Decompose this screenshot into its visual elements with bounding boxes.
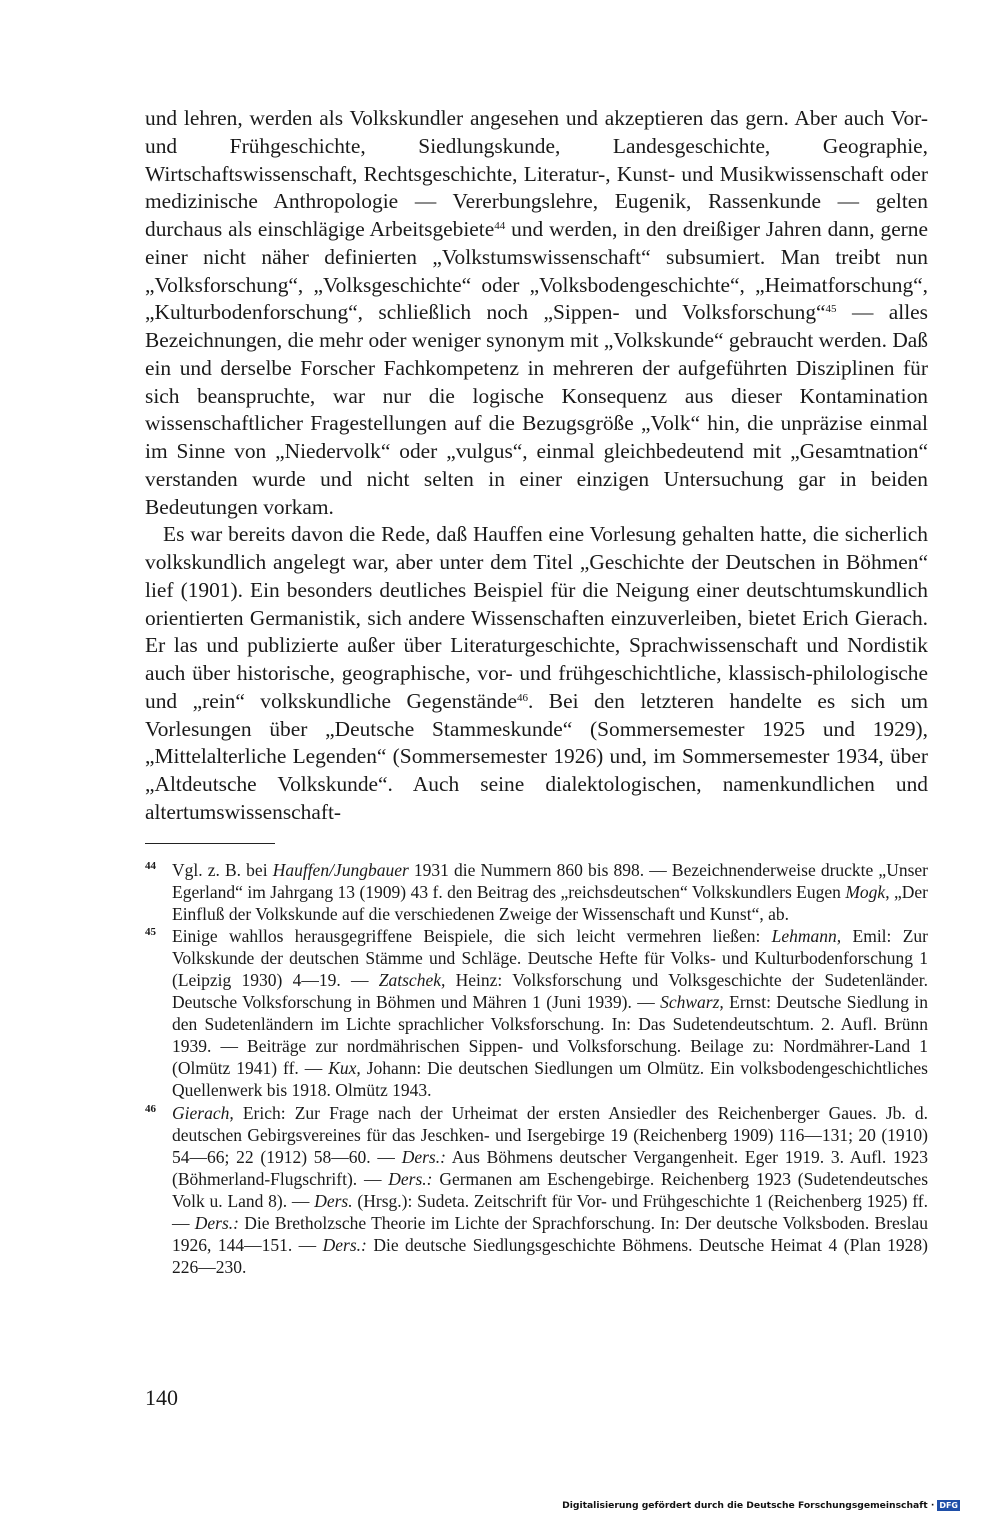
footnote-number: 44 bbox=[145, 860, 156, 872]
footnote-45 bbox=[145, 925, 928, 1101]
paragraph-2 bbox=[145, 521, 928, 826]
footnote-46 bbox=[145, 1102, 928, 1278]
footnote-italic-text: Lehmann, bbox=[771, 926, 842, 947]
footnote-ref-45[interactable]: 45 bbox=[825, 303, 837, 316]
footnote-italic-text: Ders.: bbox=[401, 1146, 446, 1167]
credit-text: Digitalisierung gefördert durch die Deutsche Forschungsgemeinschaft · bbox=[562, 1500, 935, 1511]
footnote-italic-text: Mogk bbox=[845, 882, 886, 903]
footnote-44 bbox=[145, 859, 928, 925]
dfg-logo: DFG bbox=[939, 1501, 958, 1510]
footnote-text: Einige wahllos herausgegriffene Beispiele, die sich leicht vermehren ließen: bbox=[172, 926, 772, 947]
paragraph-2-text-a: Es war bereits davon die Rede, daß Hauffen eine Vorlesung gehalten hatte, die sicherlich volkskundlich angelegt war, aber unter dem Titel „Geschichte der Deutschen in Böhmen“ lief (1901). Ein besonders deutliches Beispiel für die Neigung einer deutschtumskundlich orientierten Germanistik, sich andere Wissenschaften einzuverleiben, bietet Erich Gierach. Er las und publizierte außer über Literaturgeschichte, Sprachwissenschaft und Nordistik auch über historische, geographische, vor- und frühgeschichtliche, klassisch-philologische und „rein“ volkskundliche Gegenstände bbox=[145, 522, 928, 713]
footnote-text: Aus Böhmens deutscher Vergangenheit. Eger 1919. 3. Aufl. 1923 (Böhmerland-Flugschrift). — bbox=[172, 1146, 928, 1189]
footnote-italic-text: Zatschek, bbox=[378, 970, 446, 991]
paragraph-1-text-a: und lehren, werden als Volkskundler angesehen und akzeptieren das gern. Aber auch Vor- und Frühgeschichte, Siedlungskunde, Landesgeschichte, Geographie, Wirtschaftswissenschaft, Rechtsgeschichte, Literatur-, Kunst- und Musikwissenschaft oder medizinische Anthropologie — Vererbungslehre, Eugenik, Rassenkunde — gelten durchaus als einschlägige Arbeitsgebiete bbox=[145, 106, 928, 241]
footnote-italic-text: Schwarz, bbox=[660, 992, 724, 1013]
footnote-separator bbox=[145, 843, 275, 844]
footnote-italic-text: Gierach, bbox=[172, 1102, 234, 1123]
footnote-text: Ernst: Deutsche Siedlung in den Sudetenländern im Lichte sprachlicher Volksforschung. In: Das Sudetendeutschtum. 2. Aufl. Brünn 1939. — Beiträge zur nordmährischen Sippen- und Volksforschung. Beilage zu: Nordmährer-Land 1 (Olmütz 1941) ff. — bbox=[172, 992, 928, 1079]
footnote-number: 46 bbox=[145, 1102, 156, 1115]
page-number: 140 bbox=[145, 1385, 178, 1410]
footnote-italic-text: Kux, bbox=[328, 1058, 361, 1079]
paragraph-2-text-b: . Bei den letzteren handelte es sich um Vorlesungen über „Deutsche Stammeskunde“ (Sommersemester 1925 und 1929), „Mittelalterliche Legenden“ (Sommersemester 1926) und, im Sommersemester 1934, über „Altdeutsche Volkskunde“. Auch seine dialektologischen, namenkundlichen und altertumswissenschaft- bbox=[145, 688, 928, 824]
footnote-text: Erich: Zur Frage nach der Urheimat der ersten Ansiedler des Reichenberger Gaues. Jb. d. deutschen Gebirgsvereines für das Jeschken- und Isergebirge 19 (Reichenberg 1909) 116—131; 20 (1910) 54—66; 22 (1912) 58—60. — bbox=[172, 1102, 928, 1167]
footnote-italic-text: Ders.: bbox=[322, 1234, 367, 1255]
footnote-italic-text: Hauffen/Jungbauer bbox=[272, 860, 409, 880]
footnote-italic-text: Ders.: bbox=[388, 1168, 433, 1189]
footnote-ref-46[interactable]: 46 bbox=[516, 691, 528, 704]
footnote-italic-text: Ders. bbox=[314, 1190, 353, 1211]
footnote-text: Heinz: Volksforschung und Volksgeschichte der Sudetenländer. Deutsche Volksforschung in Böhmen und Mähren 1 (Juni 1939). — bbox=[172, 970, 928, 1013]
footnote-italic-text: Ders.: bbox=[194, 1212, 239, 1233]
footnote-ref-44[interactable]: 44 bbox=[494, 220, 506, 232]
footnote-text: , „Der Einfluß der Volkskunde auf die verschiedenen Zweige der Wissenschaft und Kunst“, ab. bbox=[172, 882, 928, 925]
footnote-text: (Hrsg.): Sudeta. Zeitschrift für Vor- und Frühgeschichte 1 (Reichenberg 1925) ff. — bbox=[172, 1190, 928, 1233]
footnote-text: Die Bretholzsche Theorie im Lichte der Sprachforschung. In: Der deutsche Volksboden. Breslau 1926, 144—151. — bbox=[172, 1212, 928, 1255]
footnote-text: Emil: Zur Volkskunde der deutschen Stämme und Schläge. Deutsche Hefte für Volks- und Kulturbodenforschung 1 (Leipzig 1930) 4—19. — bbox=[172, 926, 928, 991]
paragraph-1-text-c: — alles Bezeichnungen, die mehr oder weniger synonym mit „Volkskunde“ gebraucht werden. Daß ein und derselbe Forscher Fachkompetenz in mehreren der aufgeführten Disziplinen für sich beanspruchte, war nur die logische Konsequenz aus dieser Kontamination wissenschaftlicher Fragestellungen auf die Bezugsgröße „Volk“ hin, die unpräzise einmal im Sinne von „Niedervolk“ oder „vulgus“, einmal gleichbedeutend mit „Gesamtnation“ verstanden wurde und nicht selten in einer einzigen Untersuchung gar in beiden Bedeutungen vorkam. bbox=[145, 300, 928, 519]
paragraph-1 bbox=[145, 105, 928, 521]
digitization-credit bbox=[562, 1500, 960, 1511]
footnote-text: 1931 die Nummern 860 bis 898. — Bezeichnenderweise druckte „Unser Egerland“ im Jahrgang 13 (1909) 43 f. den Beitrag des „reichsdeutschen“ Volkskundlers Eugen bbox=[172, 860, 928, 903]
footnote-text: Germanen am Eschengebirge. Reichenberg 1923 (Sudetendeutsches Volk u. Land 8). — bbox=[172, 1168, 929, 1211]
main-text bbox=[145, 105, 928, 827]
footnote-number: 45 bbox=[145, 926, 156, 939]
footnotes bbox=[145, 859, 928, 1278]
footnote-text: Johann: Die deutschen Siedlungen um Olmütz. Ein volksbodengeschichtliches Quellenwerk bis 1918. Olmütz 1943. bbox=[172, 1058, 928, 1101]
paragraph-1-text-b: und werden, in den dreißiger Jahren dann, gerne einer nicht näher definierten „Volkstumswissenschaft“ subsumiert. Man treibt nun „Volksforschung“, „Volksgeschichte“ oder „Volksbodengeschichte“, „Heimatforschung“, „Kulturbodenforschung“, schließlich noch „Sippen- und Volksforschung“ bbox=[145, 217, 928, 325]
footnote-text: Vgl. z. B. bei bbox=[172, 860, 273, 880]
footnote-text: Die deutsche Siedlungsgeschichte Böhmens. Deutsche Heimat 4 (Plan 1928) 226—230. bbox=[172, 1234, 928, 1277]
